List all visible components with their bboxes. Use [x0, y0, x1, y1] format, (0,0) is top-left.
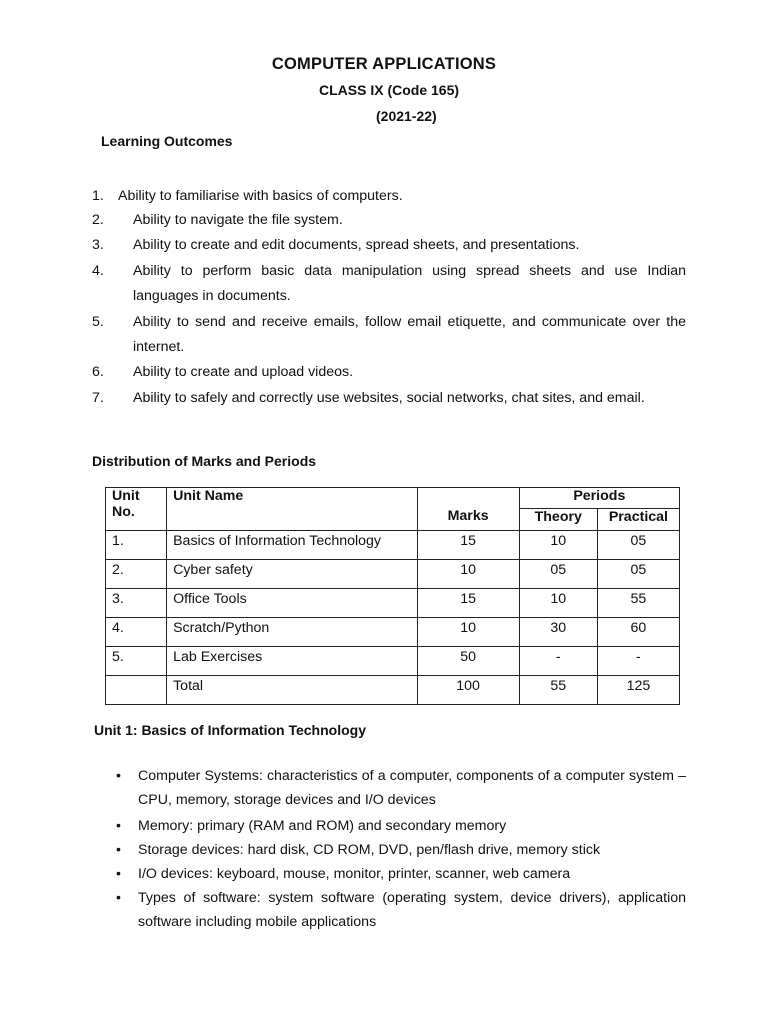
- marks-cell: 15: [417, 589, 519, 618]
- learning-outcome-item: [92, 360, 686, 385]
- learning-outcome-item: [92, 208, 686, 233]
- unit-no-cell: 5.: [106, 647, 167, 676]
- list-item-text: Types of software: system software (operating system, device drivers), application software including mobile applications: [138, 890, 686, 930]
- list-item-text: Computer Systems: characteristics of a computer, components of a computer system – CPU, memory, storage devices and I/O devices: [138, 768, 686, 808]
- marks-cell: 10: [417, 560, 519, 589]
- unit-name-cell: Scratch/Python: [167, 618, 417, 647]
- theory-cell: 10: [519, 531, 597, 560]
- table-row: [106, 618, 680, 647]
- theory-header: Theory: [519, 509, 597, 531]
- item-text: Ability to safely and correctly use websites, social networks, chat sites, and email.: [133, 390, 645, 406]
- table-row: [106, 560, 680, 589]
- item-number: 5.: [92, 314, 104, 330]
- bullet-icon: •: [116, 768, 121, 784]
- theory-cell: -: [519, 647, 597, 676]
- item-number: 2.: [92, 212, 104, 228]
- item-number: 3.: [92, 237, 104, 253]
- practical-cell: 60: [597, 618, 679, 647]
- learning-outcome-item: [92, 184, 686, 209]
- unit-name-cell: Lab Exercises: [167, 647, 417, 676]
- unit-no-cell: 2.: [106, 560, 167, 589]
- list-item-text: I/O devices: keyboard, mouse, monitor, printer, scanner, web camera: [138, 866, 571, 882]
- theory-cell: 05: [519, 560, 597, 589]
- table-row: [106, 647, 680, 676]
- unit-name-cell: Cyber safety: [167, 560, 417, 589]
- bullet-icon: •: [116, 866, 121, 882]
- item-number: 1.: [92, 188, 104, 204]
- unit-no-cell: 3.: [106, 589, 167, 618]
- item-text: Ability to send and receive emails, follow email etiquette, and communicate over the internet.: [133, 314, 686, 355]
- item-text: Ability to create and upload videos.: [133, 364, 354, 380]
- list-item-text: Memory: primary (RAM and ROM) and secondary memory: [138, 818, 507, 834]
- item-text: Ability to create and edit documents, spread sheets, and presentations.: [133, 237, 580, 253]
- practical-cell: 125: [597, 676, 679, 705]
- marks-periods-table: [105, 487, 680, 705]
- practical-header: Practical: [597, 509, 679, 531]
- unit1-heading: Unit 1: Basics of Information Technology: [94, 722, 366, 738]
- learning-outcome-item: [92, 310, 686, 360]
- table-row: [106, 589, 680, 618]
- table-row: [106, 676, 680, 705]
- list-item: [116, 838, 686, 862]
- unit-name-header: Unit Name: [167, 488, 417, 531]
- class-code: CLASS IX (Code 165): [318, 82, 460, 98]
- distribution-heading: Distribution of Marks and Periods: [92, 453, 317, 469]
- table-row: [106, 531, 680, 560]
- list-item: [116, 886, 686, 934]
- learning-outcomes-heading: Learning Outcomes: [101, 133, 233, 149]
- list-item-text: Storage devices: hard disk, CD ROM, DVD, pen/flash drive, memory stick: [138, 842, 601, 858]
- item-text: Ability to navigate the file system.: [133, 212, 343, 228]
- document-title: COMPUTER APPLICATIONS: [271, 55, 497, 73]
- marks-cell: 15: [417, 531, 519, 560]
- bullet-icon: •: [116, 890, 121, 906]
- item-number: 4.: [92, 263, 104, 279]
- practical-cell: -: [597, 647, 679, 676]
- learning-outcome-item: [92, 259, 686, 309]
- unit1-topic-list: [116, 764, 686, 934]
- item-text: Ability to perform basic data manipulation using spread sheets and use Indian languages in documents.: [133, 263, 686, 304]
- practical-cell: 05: [597, 531, 679, 560]
- marks-header: Marks: [417, 488, 519, 531]
- bullet-icon: •: [116, 818, 121, 834]
- bullet-icon: •: [116, 842, 121, 858]
- unit-no-cell: 1.: [106, 531, 167, 560]
- marks-cell: 100: [417, 676, 519, 705]
- list-item: [116, 862, 686, 886]
- table-header-row: [106, 488, 680, 509]
- marks-cell: 10: [417, 618, 519, 647]
- unit-name-cell: Office Tools: [167, 589, 417, 618]
- learning-outcome-item: [92, 233, 686, 258]
- theory-cell: 55: [519, 676, 597, 705]
- periods-header: Periods: [519, 488, 679, 509]
- practical-cell: 55: [597, 589, 679, 618]
- unit-no-cell: 4.: [106, 618, 167, 647]
- unit-no-header: Unit No.: [106, 488, 167, 531]
- practical-cell: 05: [597, 560, 679, 589]
- theory-cell: 30: [519, 618, 597, 647]
- list-item: [116, 814, 686, 838]
- unit-name-cell: Total: [167, 676, 417, 705]
- theory-cell: 10: [519, 589, 597, 618]
- item-text: Ability to familiarise with basics of computers.: [118, 188, 403, 204]
- marks-cell: 50: [417, 647, 519, 676]
- learning-outcome-item: [92, 386, 686, 408]
- academic-year: (2021-22): [376, 108, 437, 124]
- unit-name-cell: Basics of Information Technology: [167, 531, 417, 560]
- item-number: 7.: [92, 390, 104, 406]
- list-item: [116, 764, 686, 812]
- item-number: 6.: [92, 364, 104, 380]
- unit-no-cell: [106, 676, 167, 705]
